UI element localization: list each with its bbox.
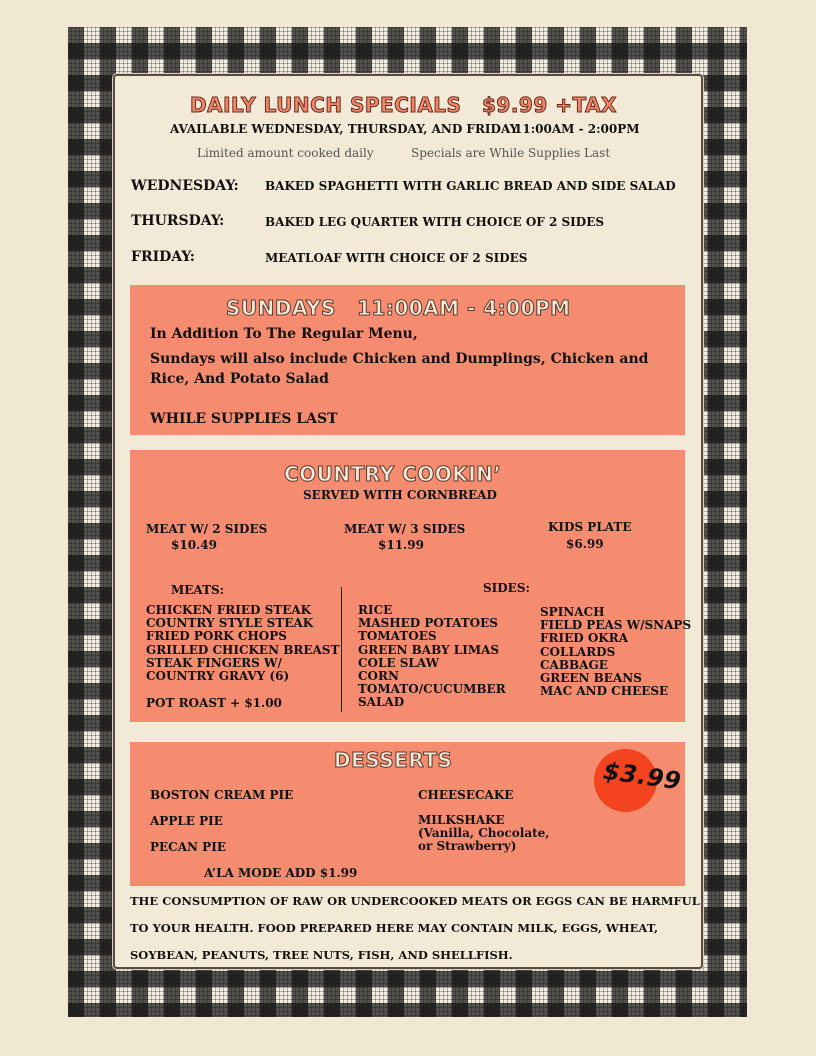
day-friday: FRIDAY: <box>131 249 195 265</box>
warning-line-1: THE CONSUMPTION OF RAW OR UNDERCOOKED MEATS OR EGGS CAN BE HARMFUL <box>130 894 700 908</box>
lunch-hours: 11:00AM - 2:00PM <box>514 122 640 136</box>
kids-plate-price: $6.99 <box>566 537 604 551</box>
plate-2-sides-label: MEAT W/ 2 SIDES <box>146 522 268 536</box>
lunch-title: DAILY LUNCH SPECIALS <box>190 93 462 117</box>
sundays-line2a: Sundays will also include Chicken and Dumplings, Chicken and <box>150 351 649 367</box>
lunch-note-right: Specials are While Supplies Last <box>411 146 611 160</box>
list-item: COUNTRY GRAVY (6) <box>146 669 290 684</box>
warning-line-2: TO YOUR HEALTH. FOOD PREPARED HERE MAY CONTAIN MILK, EGGS, WHEAT, <box>130 921 659 935</box>
dessert-cheesecake: CHEESECAKE <box>418 788 514 802</box>
column-divider <box>341 587 342 712</box>
country-title: COUNTRY COOKIN’ <box>284 462 502 486</box>
ala-mode: A’LA MODE ADD $1.99 <box>204 866 358 880</box>
list-item: or Strawberry) <box>418 839 517 854</box>
dessert-boston-cream-pie: BOSTON CREAM PIE <box>150 788 294 802</box>
dish-friday: MEATLOAF WITH CHOICE OF 2 SIDES <box>265 251 528 265</box>
sundays-hours: 11:00AM - 4:00PM <box>357 296 571 320</box>
meats-label: MEATS: <box>171 583 225 597</box>
list-item: TOMATO/CUCUMBER <box>358 682 506 697</box>
sides-list-2 <box>540 606 691 698</box>
list-item: (Vanilla, Chocolate, <box>418 826 550 841</box>
list-item: FRIED PORK CHOPS <box>146 629 287 644</box>
list-item: SALAD <box>358 695 405 710</box>
list-item: STEAK FINGERS W/ <box>146 655 282 670</box>
lunch-availability: AVAILABLE WEDNESDAY, THURSDAY, AND FRIDAY <box>170 122 519 136</box>
plate-3-sides-price: $11.99 <box>378 538 424 552</box>
list-item: GREEN BEANS <box>540 671 642 686</box>
list-item: COLE SLAW <box>358 655 440 670</box>
lunch-note-left: Limited amount cooked daily <box>197 146 374 160</box>
sides-list-1 <box>358 604 506 710</box>
list-item: MILKSHAKE <box>418 813 505 827</box>
desserts-title: DESSERTS <box>334 748 453 772</box>
day-thursday: THURSDAY: <box>131 213 225 229</box>
dessert-apple-pie: APPLE PIE <box>150 814 223 828</box>
list-item: TOMATOES <box>358 629 437 644</box>
sundays-note: WHILE SUPPLIES LAST <box>150 411 338 427</box>
list-item: MASHED POTATOES <box>358 616 498 631</box>
warning-line-3: SOYBEAN, PEANUTS, TREE NUTS, FISH, AND SHELLFISH. <box>130 948 513 962</box>
country-subtitle: SERVED WITH CORNBREAD <box>303 488 497 502</box>
meats-list <box>146 604 339 683</box>
dish-thursday: BAKED LEG QUARTER WITH CHOICE OF 2 SIDES <box>265 215 605 229</box>
plate-3-sides-label: MEAT W/ 3 SIDES <box>344 522 466 536</box>
list-item: COUNTRY STYLE STEAK <box>146 616 314 631</box>
list-item: SPINACH <box>540 605 605 619</box>
list-item: GRILLED CHICKEN BREAST <box>146 642 340 657</box>
list-item: CABBAGE <box>540 657 608 672</box>
sides-label: SIDES: <box>483 581 530 595</box>
day-wednesday: WEDNESDAY: <box>131 178 239 194</box>
plate-2-sides-price: $10.49 <box>171 538 217 552</box>
list-item: FIELD PEAS W/SNAPS <box>540 618 692 633</box>
lunch-price: $9.99 +TAX <box>482 93 617 117</box>
sundays-title: SUNDAYS <box>226 296 336 320</box>
dish-wednesday: BAKED SPAGHETTI WITH GARLIC BREAD AND SIDE SALAD <box>265 179 676 193</box>
price-badge-text: $3.99 <box>601 756 683 796</box>
sundays-line1: In Addition To The Regular Menu, <box>150 326 418 342</box>
list-item: FRIED OKRA <box>540 631 629 646</box>
list-item: CHICKEN FRIED STEAK <box>146 603 312 617</box>
list-item: RICE <box>358 603 393 617</box>
list-item: GREEN BABY LIMAS <box>358 642 500 657</box>
list-item: CORN <box>358 669 399 684</box>
dessert-milkshake <box>418 814 549 854</box>
pot-roast: POT ROAST + $1.00 <box>146 696 282 710</box>
list-item: COLLARDS <box>540 644 616 659</box>
dessert-pecan-pie: PECAN PIE <box>150 840 226 854</box>
kids-plate-label: KIDS PLATE <box>548 520 632 534</box>
list-item: MAC AND CHEESE <box>540 684 669 699</box>
sundays-line2b: Rice, And Potato Salad <box>150 371 329 387</box>
